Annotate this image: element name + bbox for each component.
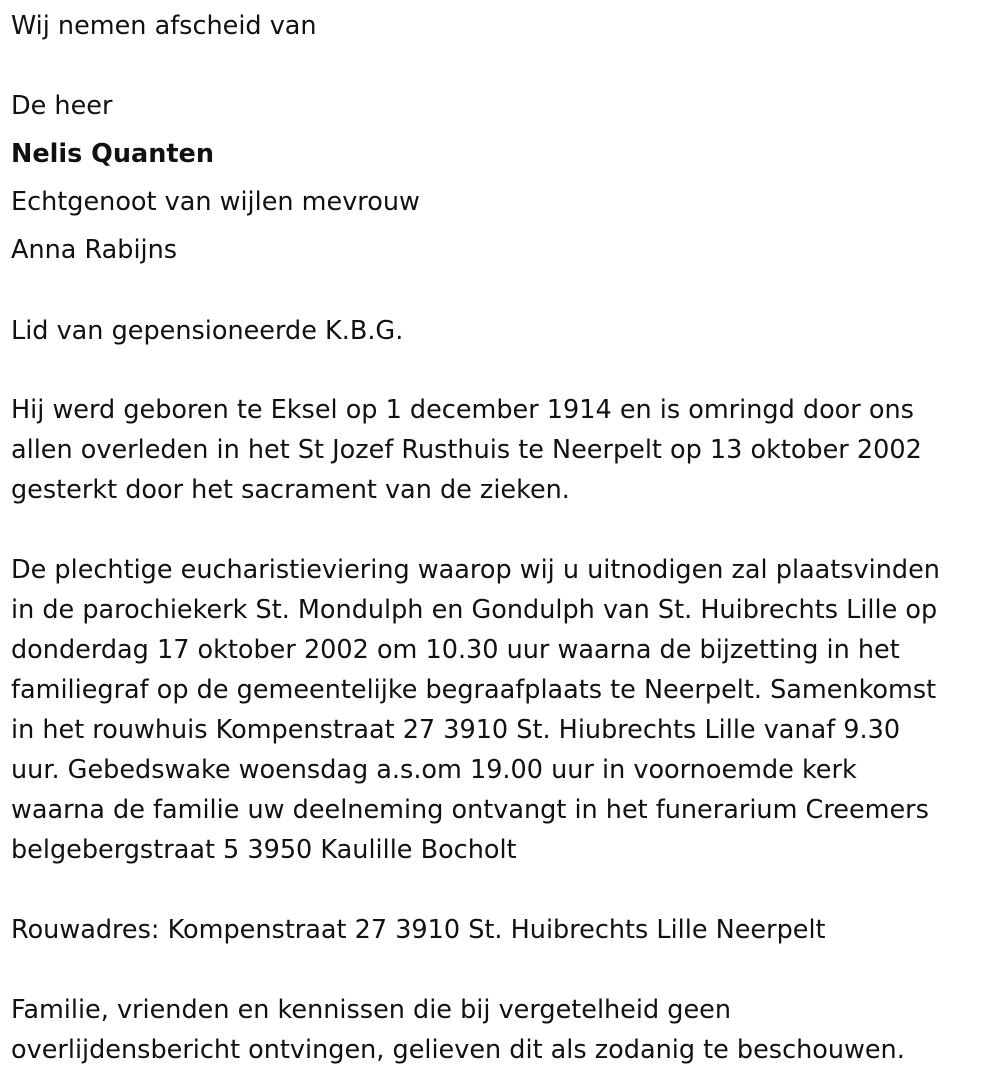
ceremony-line: in de parochiekerk St. Mondulph en Gondulph van St. Huibrechts Lille op	[11, 595, 938, 625]
closing-line: overlijdensbericht ontvingen, gelieven dit als zodanig te beschouwen.	[11, 1035, 905, 1065]
ceremony-line: uur. Gebedswake woensdag a.s.om 19.00 uur in voornoemde kerk	[11, 755, 857, 785]
ceremony-line: De plechtige eucharistieviering waarop wij u uitnodigen zal plaatsvinden	[11, 555, 940, 585]
closing-line: Familie, vrienden en kennissen die bij vergetelheid geen	[11, 995, 731, 1025]
birth-death-line: Hij werd geboren te Eksel op 1 december 1914 en is omringd door ons	[11, 395, 914, 425]
ceremony-line: belgebergstraat 5 3950 Kaulille Bocholt	[11, 835, 517, 865]
ceremony-line: waarna de familie uw deelneming ontvangt in het funerarium Creemers	[11, 795, 929, 825]
ceremony-line: in het rouwhuis Kompenstraat 27 3910 St. Hiubrechts Lille vanaf 9.30	[11, 715, 901, 745]
membership-text: Lid van gepensioneerde K.B.G.	[11, 316, 404, 346]
spouse-line-2: Anna Rabijns	[11, 235, 178, 265]
birth-death-line: gesterkt door het sacrament van de zieken.	[11, 475, 570, 505]
deceased-name: Nelis Quanten	[11, 139, 215, 169]
ceremony-line: donderdag 17 oktober 2002 om 10.30 uur waarna de bijzetting in het	[11, 635, 900, 665]
mourning-address: Rouwadres: Kompenstraat 27 3910 St. Huibrechts Lille Neerpelt	[11, 915, 826, 945]
birth-death-line: allen overleden in het St Jozef Rusthuis te Neerpelt op 13 oktober 2002	[11, 435, 922, 465]
intro-text: Wij nemen afscheid van	[11, 11, 317, 41]
salutation: De heer	[11, 91, 113, 121]
spouse-line-1: Echtgenoot van wijlen mevrouw	[11, 187, 420, 217]
ceremony-line: familiegraf op de gemeentelijke begraafplaats te Neerpelt. Samenkomst	[11, 675, 937, 705]
